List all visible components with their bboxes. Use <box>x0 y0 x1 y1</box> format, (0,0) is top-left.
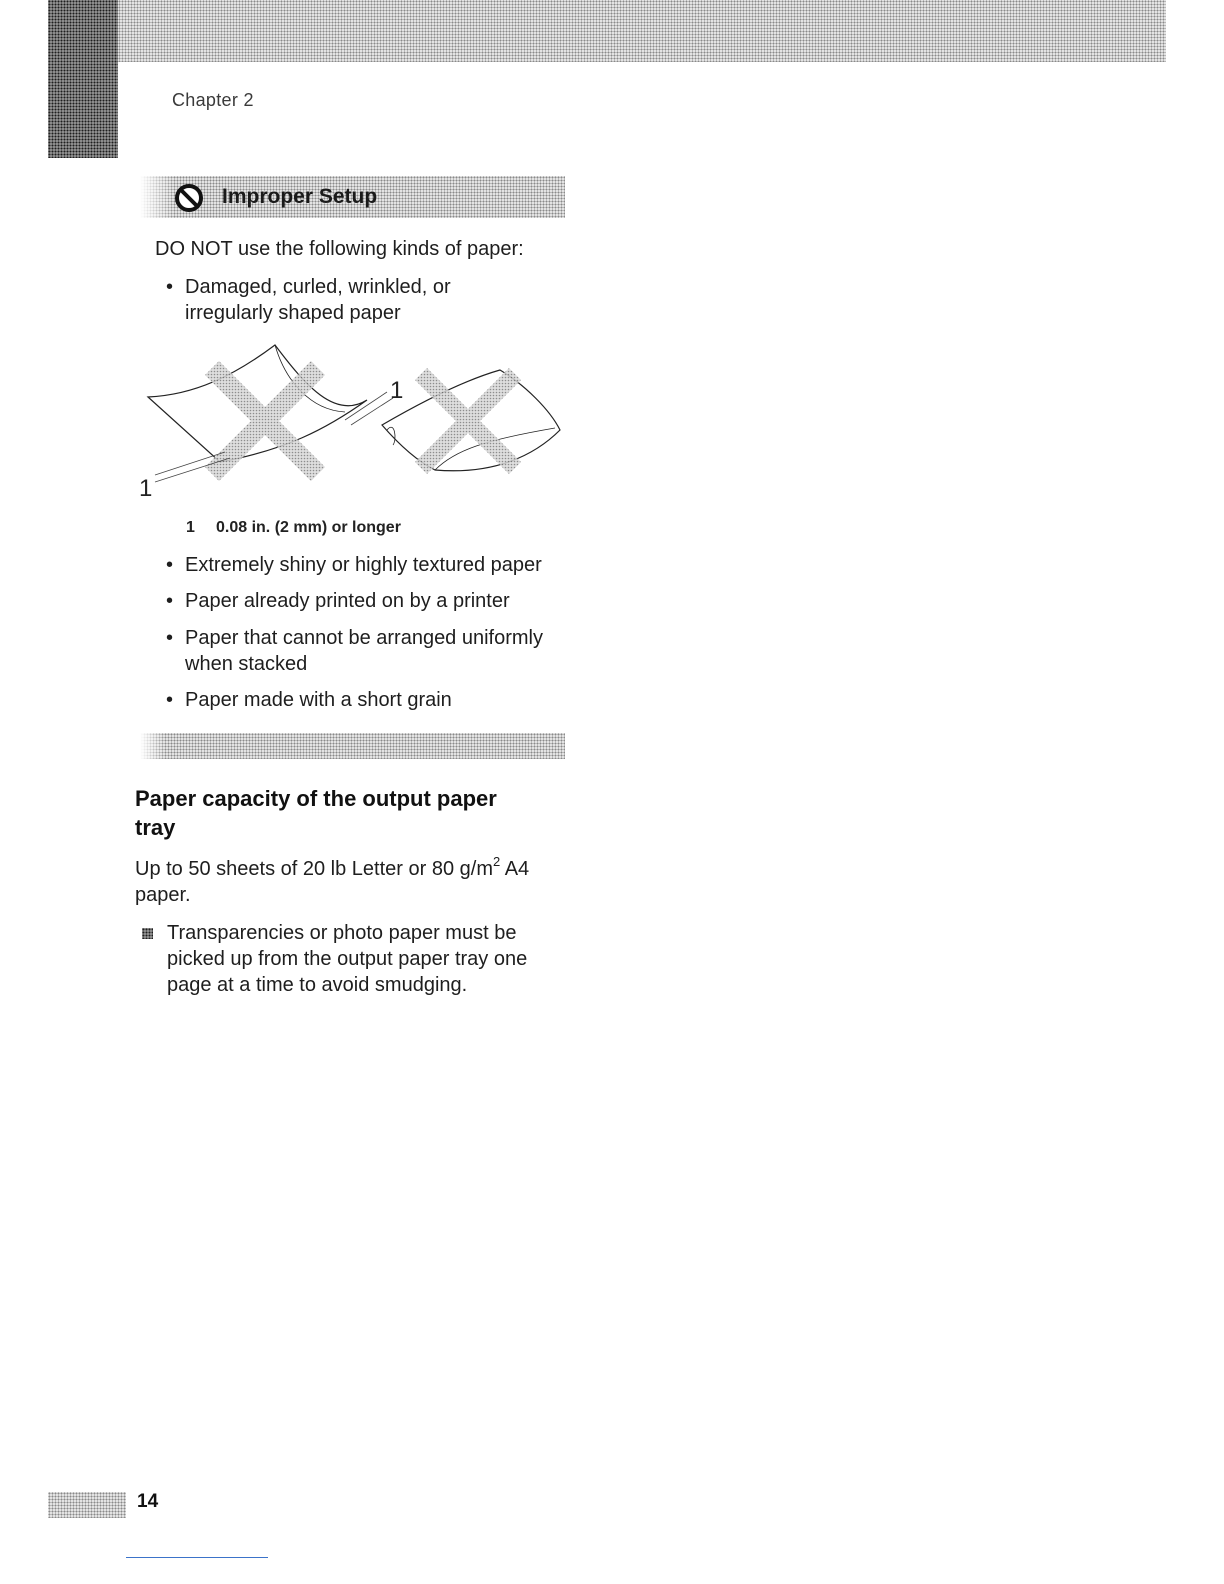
page-number-bar <box>48 1492 126 1518</box>
callout-left: 1 <box>139 475 153 502</box>
callout-right: 1 <box>390 377 404 404</box>
improper-setup-footer <box>140 733 565 759</box>
warning-intro: DO NOT use the following kinds of paper: <box>155 238 524 260</box>
header-band <box>118 0 1166 62</box>
improper-setup-header <box>140 176 565 218</box>
curled-paper-illustration <box>135 340 575 510</box>
chapter-tab <box>48 0 118 158</box>
figure-caption: 1 0.08 in. (2 mm) or longer <box>186 519 401 536</box>
section-body: Up to 50 sheets of 20 lb Letter or 80 $g/m^2$ A4 <box>135 854 530 880</box>
page-number: 14 <box>137 1491 159 1512</box>
section-body-cont: paper. <box>135 884 191 906</box>
prohibited-icon <box>174 183 204 213</box>
warning-title: Improper Setup <box>222 185 378 208</box>
section-title: Paper capacity of the output paper tray <box>135 786 497 840</box>
square-bullet-icon <box>142 928 153 939</box>
chapter-label: Chapter 2 <box>172 90 254 110</box>
footer-rule <box>126 1557 268 1558</box>
